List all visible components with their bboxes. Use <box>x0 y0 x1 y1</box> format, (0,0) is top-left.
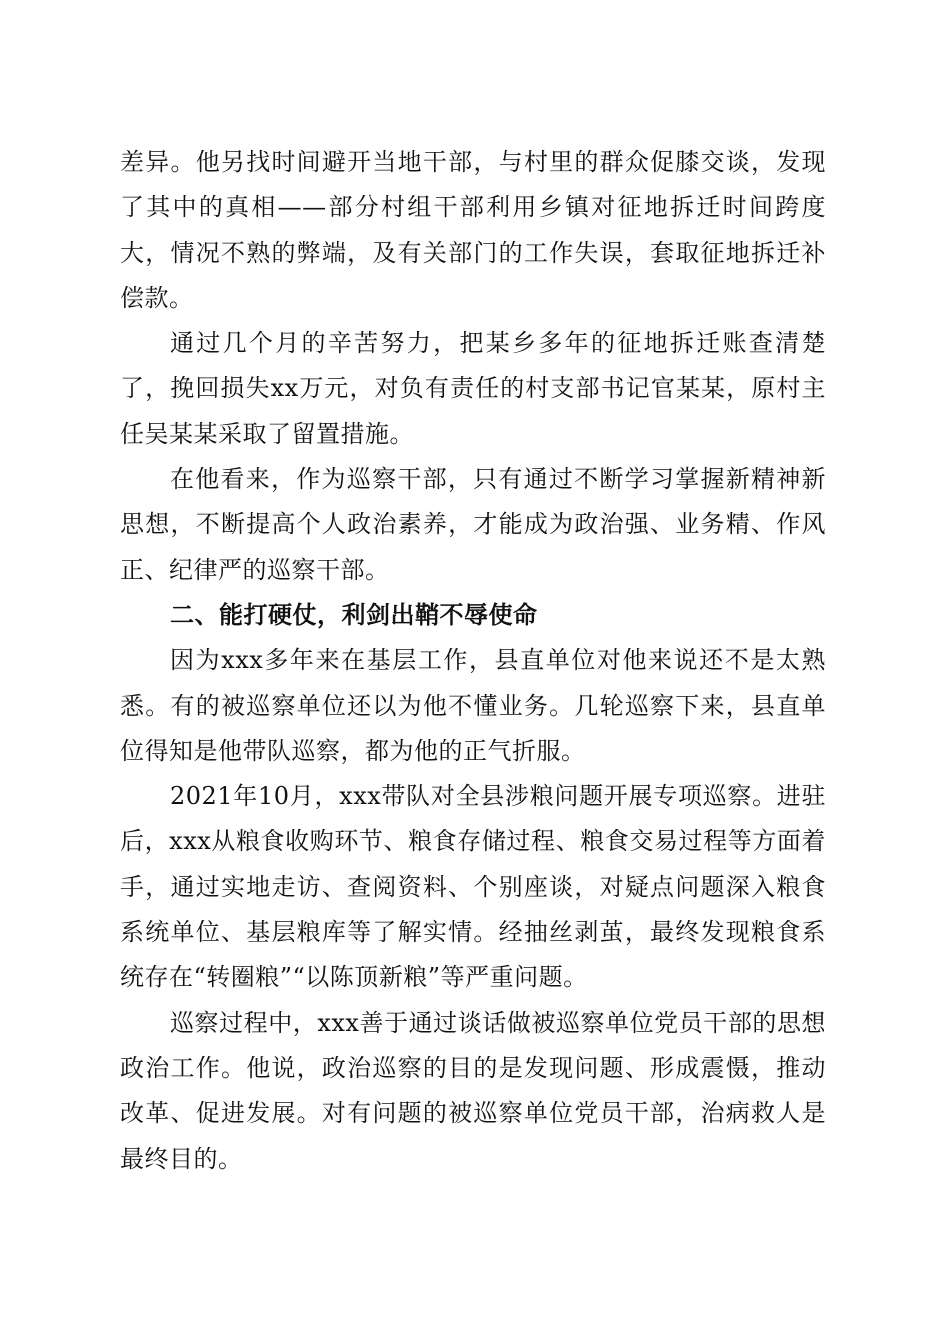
paragraph-grain-inspection: 2021年10月，xxx带队对全县涉粮问题开展专项巡察。进驻后，xxx从粮食收购环节、粮食存储过程、粮食交易过程等方面着手，通过实地走访、查阅资料、个别座谈，对疑点问题深入粮食系统单位、基层粮库等了解实情。经抽丝剥茧，最终发现粮食系统存在“转圈粮”“以陈顶新粮”等严重问题。 <box>120 782 826 992</box>
section-heading-2: 二、能打硬仗，利剑出鞘不辱使命 <box>170 600 538 629</box>
paragraph-recovery-results: 通过几个月的辛苦努力，把某乡多年的征地拆迁账查清楚了，挽回损失xx万元，对负有责任的村支部书记官某某，原村主任吴某某采取了留置措施。 <box>120 329 826 448</box>
paragraph-county-units: 因为xxx多年来在基层工作，县直单位对他来说还不是太熟悉。有的被巡察单位还以为他不懂业务。几轮巡察下来，县直单位得知是他带队巡察，都为他的正气折服。 <box>120 646 826 765</box>
paragraph-inspection-process: 巡察过程中，xxx善于通过谈话做被巡察单位党员干部的思想政治工作。他说，政治巡察的目的是发现问题、形成震慑，推动改革、促进发展。对有问题的被巡察单位党员干部，治病救人是最终目的。 <box>120 1008 826 1173</box>
paragraph-continuation: 差异。他另找时间避开当地干部，与村里的群众促膝交谈，发现了其中的真相——部分村组干部利用乡镇对征地拆迁时间跨度大，情况不熟的弊端，及有关部门的工作失误，套取征地拆迁补偿款。 <box>120 148 826 312</box>
document-body <box>120 140 826 1182</box>
paragraph-inspector-view: 在他看来，作为巡察干部，只有通过不断学习掌握新精神新思想，不断提高个人政治素养，才能成为政治强、业务精、作风正、纪律严的巡察干部。 <box>120 465 826 584</box>
